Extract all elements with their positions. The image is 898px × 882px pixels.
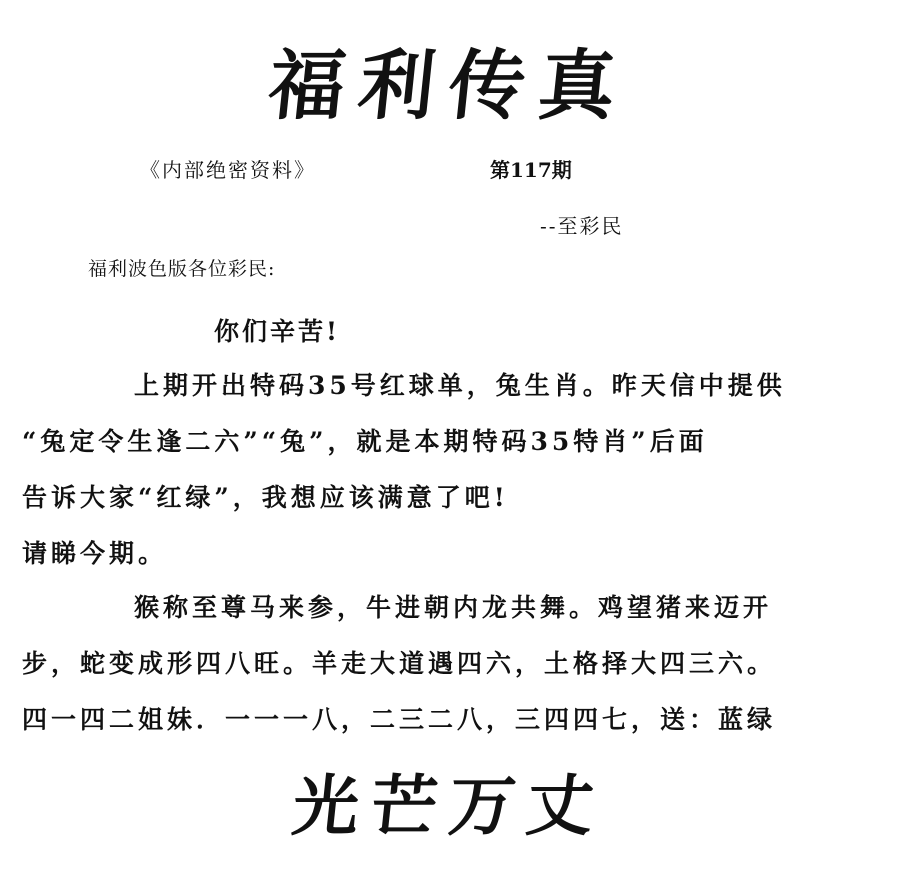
salutation: 福利波色版各位彩民: xyxy=(88,258,276,280)
closing-title: 光芒万丈 xyxy=(288,767,610,845)
paragraph-line: 上期开出特码35号红球单，兔生肖。昨天信中提供 xyxy=(134,371,786,400)
paragraph-2 xyxy=(22,580,882,748)
document-subtitle: 《内部绝密资料》 xyxy=(140,158,316,182)
paragraph-1 xyxy=(22,358,882,582)
greeting: 你们辛苦! xyxy=(214,317,340,346)
paragraph-line: “兔定令生逢二六”“兔”，就是本期特码35特肖”后面 xyxy=(22,427,708,456)
paragraph-line: 猴称至尊马来参，牛进朝内龙共舞。鸡望猪来迈开 xyxy=(134,593,773,622)
paragraph-line: 请睇今期。 xyxy=(22,539,168,568)
issue-number: 第117期 xyxy=(490,158,572,182)
paragraph-line: 步，蛇变成形四八旺。羊走大道遇四六，土格择大四三六。 xyxy=(22,649,777,678)
paragraph-line: 四一四二姐妹．一一一八，二三二八，三四四七，送：蓝绿 xyxy=(22,705,777,734)
signature-line: --至彩民 xyxy=(540,214,624,238)
paragraph-line: 告诉大家“红绿”，我想应该满意了吧! xyxy=(22,483,509,512)
document-title: 福利传真 xyxy=(264,41,634,130)
